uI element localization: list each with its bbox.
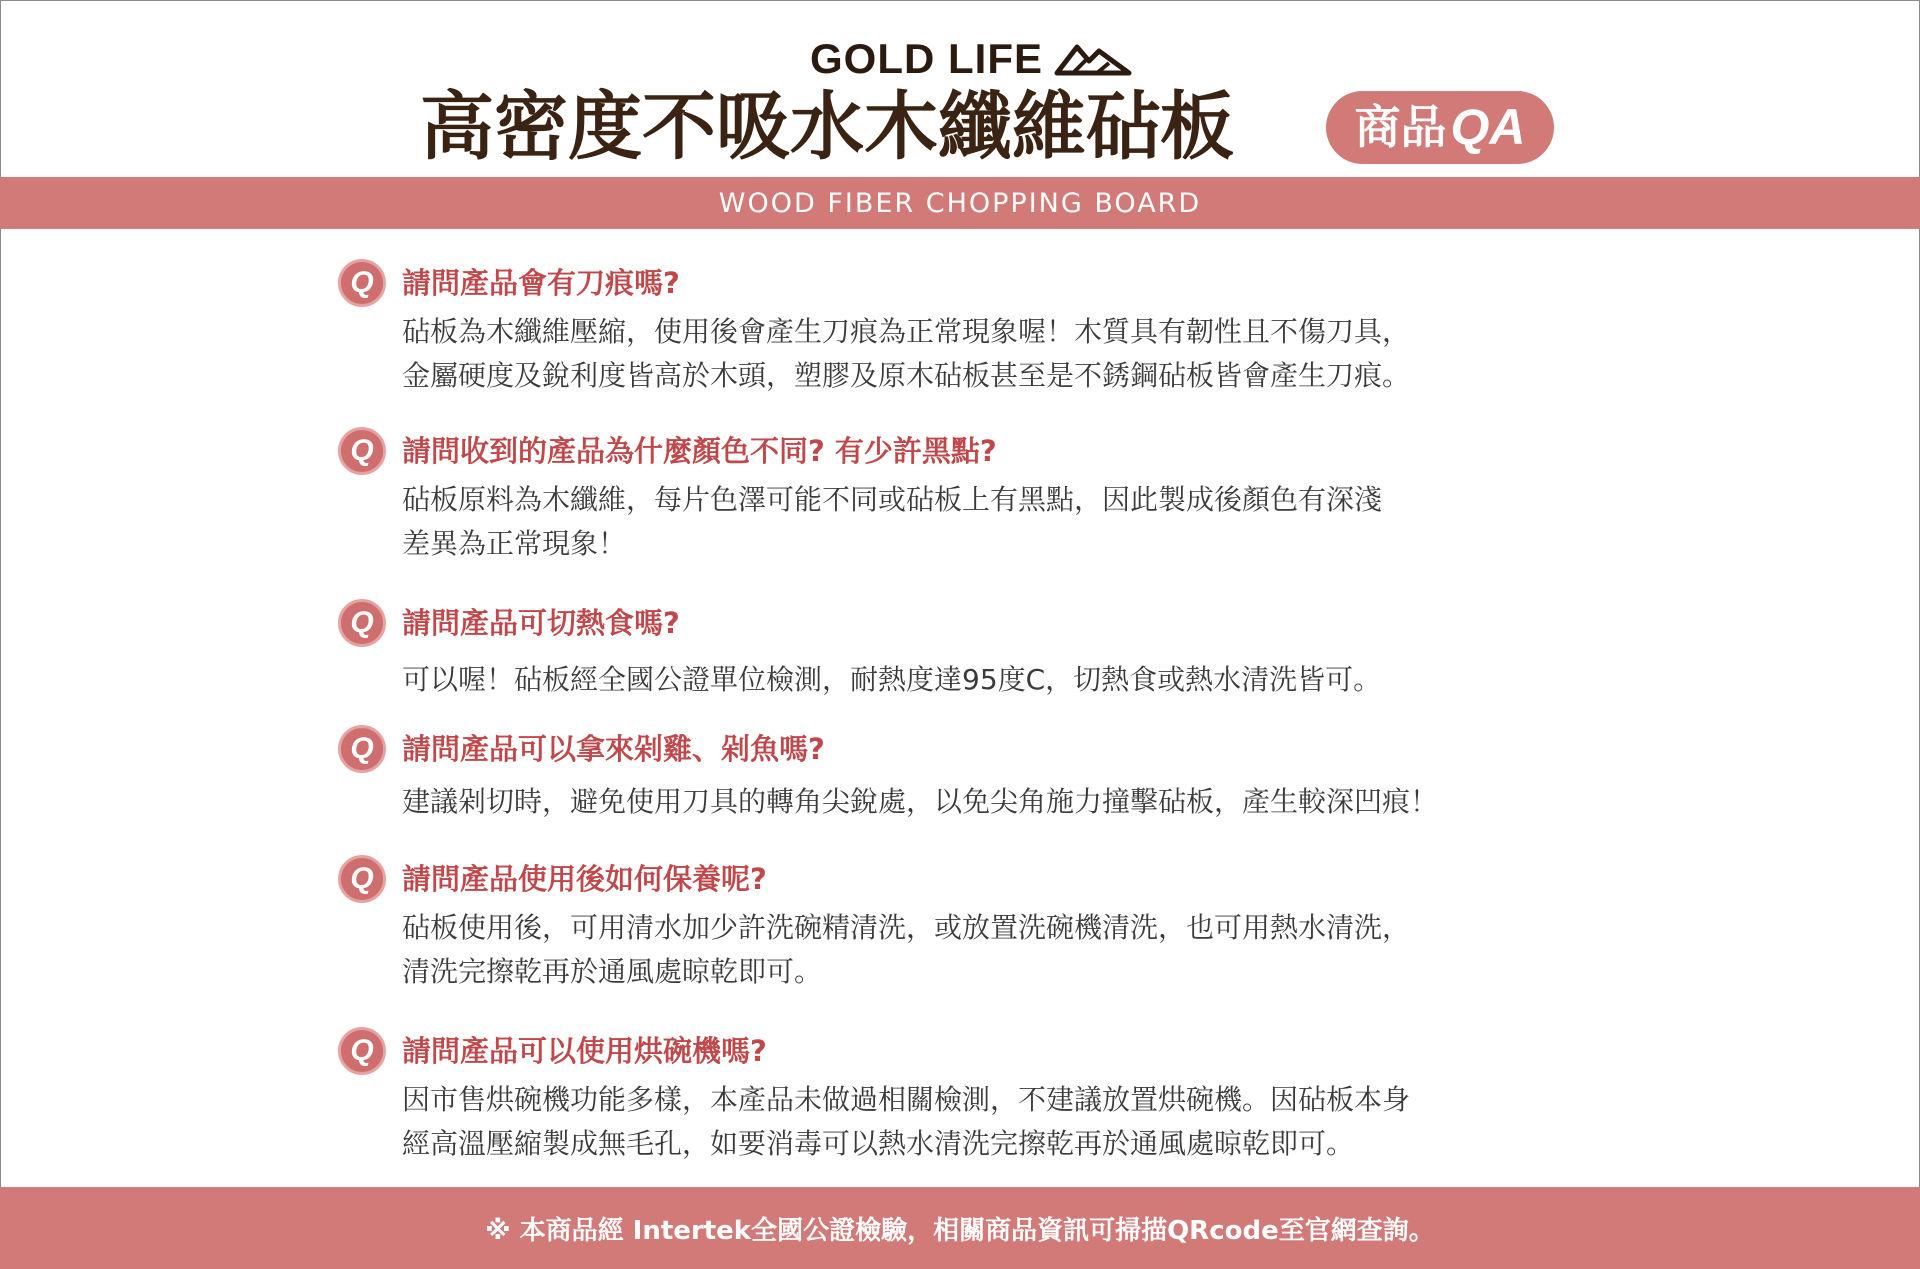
question-text: 請問產品可以使用烘碗機嗎? [402, 1034, 767, 1068]
qa-item [338, 424, 1598, 566]
brand-logo [810, 34, 1133, 84]
page-title: 高密度不吸水木纖維砧板 [420, 84, 1234, 170]
question-text: 請問產品會有刀痕嗎? [402, 266, 680, 300]
qa-item [338, 1024, 1598, 1166]
answer-line: 清洗完擦乾再於通風處晾乾即可。 [402, 955, 823, 988]
answer-line: 因市售烘碗機功能多樣，本產品未做過相關檢測，不建議放置烘碗機。因砧板本身 [402, 1083, 1411, 1116]
question-row [338, 424, 1598, 478]
brand-name: GOLD LIFE [810, 35, 1043, 82]
answer-line: 砧板原料為木纖維，每片色澤可能不同或砧板上有黑點，因此製成後顏色有深淺 [402, 483, 1383, 516]
qa-item [338, 852, 1598, 994]
footer-note: ※ 本商品經 Intertek全國公證檢驗，相關商品資訊可掃描QRcode至官網查詢。 [485, 1215, 1435, 1246]
subtitle: WOOD FIBER CHOPPING BOARD [718, 187, 1202, 219]
answer-line: 建議剁切時，避免使用刀具的轉角尖銳處，以免尖角施力撞擊砧板，產生較深凹痕！ [402, 785, 1439, 818]
answer-line: 砧板為木纖維壓縮，使用後會產生刀痕為正常現象喔！木質具有韌性且不傷刀具， [402, 315, 1411, 348]
answer-line: 金屬硬度及銳利度皆高於木頭，塑膠及原木砧板甚至是不銹鋼砧板皆會產生刀痕。 [402, 359, 1411, 392]
answer-line: 差異為正常現象！ [402, 527, 627, 560]
question-text: 請問收到的產品為什麼顏色不同? 有少許黑點? [402, 434, 997, 468]
subtitle-band [0, 177, 1920, 229]
qa-badge-letters: QA [1450, 99, 1526, 155]
qa-item [338, 722, 1598, 824]
mountain-logo-icon [1053, 39, 1133, 79]
qa-badge [1326, 91, 1554, 164]
question-row [338, 1024, 1598, 1078]
q-circle-icon: Q [338, 259, 386, 307]
q-circle-icon: Q [338, 599, 386, 647]
question-row [338, 596, 1598, 650]
question-text: 請問產品可切熱食嗎? [402, 606, 680, 640]
q-circle-icon: Q [338, 427, 386, 475]
answer-line: 經高溫壓縮製成無毛孔，如要消毒可以熱水清洗完擦乾再於通風處晾乾即可。 [402, 1127, 1355, 1160]
question-text: 請問產品使用後如何保養呢? [402, 862, 767, 896]
qa-badge-label: 商品 [1354, 100, 1447, 154]
qa-item [338, 596, 1598, 702]
question-row [338, 722, 1598, 776]
question-row [338, 256, 1598, 310]
qa-item [338, 256, 1598, 398]
answer-line: 砧板使用後，可用清水加少許洗碗精清洗，或放置洗碗機清洗，也可用熱水清洗， [402, 911, 1411, 944]
q-circle-icon: Q [338, 725, 386, 773]
answer-line: 可以喔！砧板經全國公證單位檢測，耐熱度達95度C，切熱食或熱水清洗皆可。 [402, 663, 1382, 696]
footer-band [0, 1187, 1920, 1269]
q-circle-icon: Q [338, 855, 386, 903]
question-text: 請問產品可以拿來剁雞、剁魚嗎? [402, 732, 825, 766]
q-circle-icon: Q [338, 1027, 386, 1075]
question-row [338, 852, 1598, 906]
